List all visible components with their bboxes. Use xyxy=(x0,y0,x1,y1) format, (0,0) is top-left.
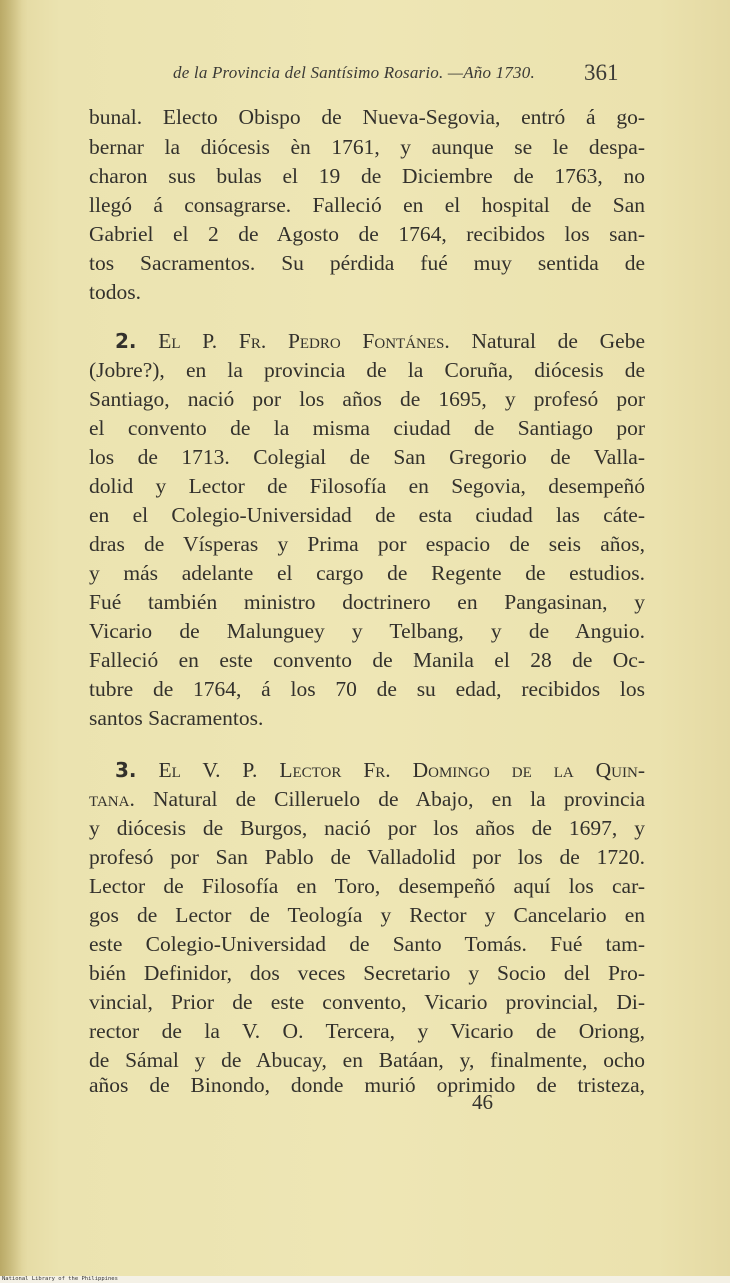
text-line: Lector de Filosofía en Toro, desempeñó aquí los car- xyxy=(89,874,645,898)
page-binding-shadow xyxy=(0,0,22,1276)
page-number: 361 xyxy=(584,60,619,85)
text-line: bunal. Electo Obispo de Nueva-Segovia, entró á go- xyxy=(89,105,645,129)
text-line: llegó á consagrarse. Falleció en el hospital de San xyxy=(89,193,645,217)
text-line: bernar la diócesis èn 1761, y aunque se le despa- xyxy=(89,135,645,159)
text-line: y diócesis de Burgos, nació por los años de 1697, y xyxy=(89,816,645,840)
text-line: santos Sacramentos. xyxy=(89,706,264,730)
text-line: y más adelante el cargo de Regente de estudios. xyxy=(89,561,645,585)
text-line xyxy=(89,785,645,814)
text-line: (Jobre?), en la provincia de la Coruña, diócesis de xyxy=(89,358,645,382)
entry-heading-line xyxy=(115,327,645,356)
text-fragment: Natural de Cilleruelo de Abajo, en la provincia xyxy=(153,787,645,811)
text-line: tos Sacramentos. Su pérdida fué muy sentida de xyxy=(89,251,645,275)
text-line: este Colegio-Universidad de Santo Tomás. Fué tam- xyxy=(89,932,645,956)
text-line: vincial, Prior de este convento, Vicario provincial, Di- xyxy=(89,990,645,1014)
entry-number: 2. xyxy=(115,329,137,353)
running-header xyxy=(0,60,730,90)
printer-signature-mark: 46 xyxy=(472,1090,493,1114)
text-line: Fué también ministro doctrinero en Pangasinan, y xyxy=(89,590,645,614)
text-line: años de Binondo, donde murió oprimido de tristeza, xyxy=(89,1073,645,1097)
text-line: Santiago, nació por los años de 1695, y profesó por xyxy=(89,387,645,411)
text-line: Falleció en este convento de Manila el 28 de Oc- xyxy=(89,648,645,672)
entry-name: El V. P. Lector Fr. Domingo de la Quin- xyxy=(158,758,645,782)
library-credit: National Library of the Philippines xyxy=(2,1276,118,1282)
text-line: profesó por San Pablo de Valladolid por los de 1720. xyxy=(89,845,645,869)
text-line: dras de Vísperas y Prima por espacio de seis años, xyxy=(89,532,645,556)
entry-name: El P. Fr. Pedro Fontánes. xyxy=(158,329,450,353)
text-line: bién Definidor, dos veces Secretario y Socio del Pro- xyxy=(89,961,645,985)
entry-heading-line xyxy=(115,756,645,785)
text-line: los de 1713. Colegial de San Gregorio de Valla- xyxy=(89,445,645,469)
text-fragment: Natural de Gebe xyxy=(471,329,645,353)
text-line: de Sámal y de Abucay, en Batáan, y, finalmente, ocho xyxy=(89,1048,645,1072)
text-line: tubre de 1764, á los 70 de su edad, recibidos los xyxy=(89,677,645,701)
text-line: charon sus bulas el 19 de Diciembre de 1763, no xyxy=(89,164,645,188)
text-line: Vicario de Malunguey y Telbang, y de Anguio. xyxy=(89,619,645,643)
text-line: rector de la V. O. Tercera, y Vicario de Oriong, xyxy=(89,1019,645,1043)
text-line: gos de Lector de Teología y Rector y Cancelario en xyxy=(89,903,645,927)
text-line: en el Colegio-Universidad de esta ciudad las cáte- xyxy=(89,503,645,527)
running-title: de la Provincia del Santísimo Rosario. —Año 1730. xyxy=(173,63,535,82)
entry-name-continued: tana. xyxy=(89,787,135,811)
text-line: todos. xyxy=(89,280,141,304)
text-line: Gabriel el 2 de Agosto de 1764, recibidos los san- xyxy=(89,222,645,246)
text-line: el convento de la misma ciudad de Santiago por xyxy=(89,416,645,440)
entry-number: 3. xyxy=(115,758,137,782)
text-line: dolid y Lector de Filosofía en Segovia, desempeñó xyxy=(89,474,645,498)
